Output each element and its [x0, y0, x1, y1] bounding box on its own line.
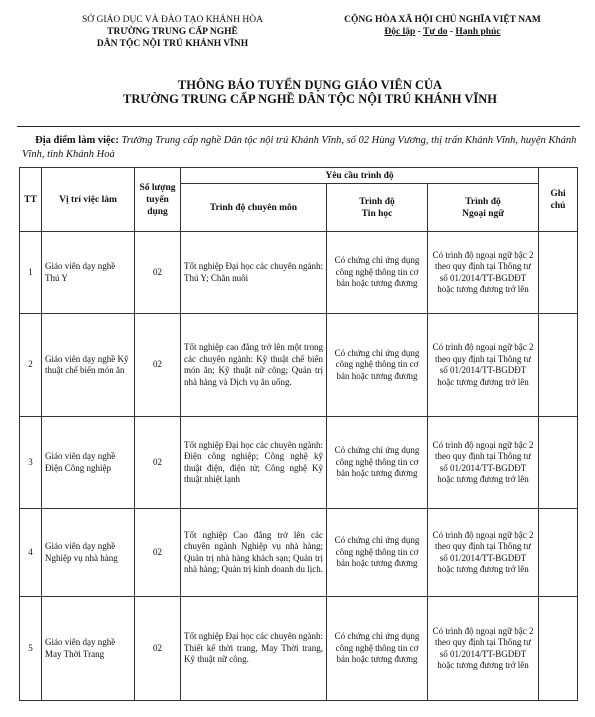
national-title: CỘNG HÒA XÃ HỘI CHỦ NGHĨA VIỆT NAM: [344, 15, 541, 25]
expertise-requirement: Tốt nghiệp Cao đẳng trở lên các chuyên ngành Nghiệp vụ nhà hàng; Quản trị nhà hàng khách sạn; Quản trị nhà hàng; Quản trị kinh doanh du lịch.: [181, 509, 327, 597]
header-it-line1: Trình độ: [359, 196, 395, 207]
top-divider: [17, 126, 580, 127]
expertise-requirement: Tốt nghiệp cao đẳng trở lên một trong các chuyên ngành: Kỹ thuật chế biến món ăn; Kỹ thuật nữ công; Quản trị nhà hàng và Dịch vụ ăn uống.: [181, 314, 327, 417]
note: [539, 314, 578, 417]
header-expertise: Trình độ chuyên môn: [181, 184, 327, 232]
job-position: Giáo viên dạy nghề Điện Công nghiệp: [42, 417, 135, 509]
header-quantity: Số lượng tuyển dụng: [135, 168, 181, 232]
header-it-level: [327, 184, 428, 232]
table-row: [20, 232, 578, 314]
issuer-block: [60, 14, 285, 50]
language-requirement: Có trình độ ngoại ngữ bậc 2 theo quy định tại Thông tư số 01/2014/TT-BGDĐT hoặc tương đương trở lên: [428, 232, 539, 314]
motto-independence: Độc lập: [384, 27, 416, 37]
header-language-level: [428, 184, 539, 232]
note: [539, 597, 578, 701]
expertise-requirement: Tốt nghiệp Đại học các chuyên ngành: Thiết kế thời trang, May Thời trang, Kỹ thuật nữ công.: [181, 597, 327, 701]
work-location-label: Địa điểm làm việc:: [35, 135, 119, 146]
expertise-requirement: Tốt nghiệp Đại học các chuyên ngành: Điện công nghiệp; Công nghệ kỹ thuật điện, điện tử; Công nghệ Kỹ thuật nhiệt lạnh: [181, 417, 327, 509]
row-number: 3: [20, 417, 42, 509]
school-name-line1: TRƯỜNG TRUNG CẤP NGHỀ: [107, 27, 238, 37]
department-name: SỞ GIÁO DỤC VÀ ĐÀO TẠO KHÁNH HÒA: [82, 15, 263, 25]
note: [539, 417, 578, 509]
motto-freedom: Tự do: [423, 27, 448, 37]
header-lang-line2: Ngoại ngữ: [462, 208, 504, 219]
row-number: 2: [20, 314, 42, 417]
title-line2: TRƯỜNG TRUNG CẤP NGHỀ DÂN TỘC NỘI TRÚ KHÁNH VĨNH: [123, 92, 497, 106]
row-number: 5: [20, 597, 42, 701]
work-location: [22, 134, 577, 162]
quantity: 02: [135, 417, 181, 509]
it-requirement: Có chứng chỉ ứng dụng công nghệ thông tin cơ bản hoặc tương đương: [327, 417, 428, 509]
header-tt: TT: [20, 168, 42, 232]
document-title: [40, 78, 580, 106]
it-requirement: Có chứng chỉ ứng dụng công nghệ thông tin cơ bản hoặc tương đương: [327, 597, 428, 701]
header-position: Vị trí việc làm: [42, 168, 135, 232]
table-row: [20, 417, 578, 509]
table-row: [20, 314, 578, 417]
national-header: [300, 14, 585, 38]
motto-happiness: Hạnh phúc: [455, 27, 501, 37]
title-line1: THÔNG BÁO TUYỂN DỤNG GIÁO VIÊN CỦA: [177, 78, 443, 92]
language-requirement: Có trình độ ngoại ngữ bậc 2 theo quy định tại Thông tư số 01/2014/TT-BGDĐT hoặc tương đương trở lên: [428, 509, 539, 597]
it-requirement: Có chứng chỉ ứng dụng công nghệ thông tin cơ bản hoặc tương đương: [327, 232, 428, 314]
note: [539, 509, 578, 597]
national-motto: Độc lập - Tự do - Hạnh phúc: [384, 27, 501, 37]
school-name-line2: DÂN TỘC NỘI TRÚ KHÁNH VĨNH: [96, 39, 249, 49]
table-row: [20, 597, 578, 701]
row-number: 1: [20, 232, 42, 314]
header-note: Ghi chú: [539, 168, 578, 232]
expertise-requirement: Tốt nghiệp Đại học các chuyên ngành: Thú Y; Chăn nuôi: [181, 232, 327, 314]
it-requirement: Có chứng chỉ ứng dụng công nghệ thông tin cơ bản hoặc tương đương: [327, 509, 428, 597]
language-requirement: Có trình độ ngoại ngữ bậc 2 theo quy định tại Thông tư số 01/2014/TT-BGDĐT hoặc tương đương trở lên: [428, 417, 539, 509]
header-it-line2: Tin học: [361, 208, 393, 219]
it-requirement: Có chứng chỉ ứng dụng công nghệ thông tin cơ bản hoặc tương đương: [327, 314, 428, 417]
job-position: Giáo viên dạy nghề May Thời Trang: [42, 597, 135, 701]
language-requirement: Có trình độ ngoại ngữ bậc 2 theo quy định tại Thông tư số 01/2014/TT-BGDĐT hoặc tương đương trở lên: [428, 314, 539, 417]
header-requirements: Yêu cầu trình độ: [181, 168, 539, 184]
quantity: 02: [135, 597, 181, 701]
recruitment-table: [19, 167, 578, 701]
quantity: 02: [135, 232, 181, 314]
header-lang-line1: Trình độ: [465, 196, 501, 207]
row-number: 4: [20, 509, 42, 597]
quantity: 02: [135, 509, 181, 597]
job-position: Giáo viên dạy nghề Nghiệp vụ nhà hàng: [42, 509, 135, 597]
table-body: [20, 232, 578, 701]
quantity: 02: [135, 314, 181, 417]
job-position: Giáo viên dạy nghề Thú Y: [42, 232, 135, 314]
language-requirement: Có trình độ ngoại ngữ bậc 2 theo quy định tại Thông tư số 01/2014/TT-BGDĐT hoặc tương đương trở lên: [428, 597, 539, 701]
table-row: [20, 509, 578, 597]
note: [539, 232, 578, 314]
job-position: Giáo viên dạy nghề Kỹ thuật chế biến món ăn: [42, 314, 135, 417]
work-location-value: Trường Trung cấp nghề Dân tộc nội trú Khánh Vĩnh, số 02 Hùng Vương, thị trấn Khánh Vĩnh, huyện Khánh Vĩnh, tỉnh Khánh Hoà: [22, 135, 577, 160]
